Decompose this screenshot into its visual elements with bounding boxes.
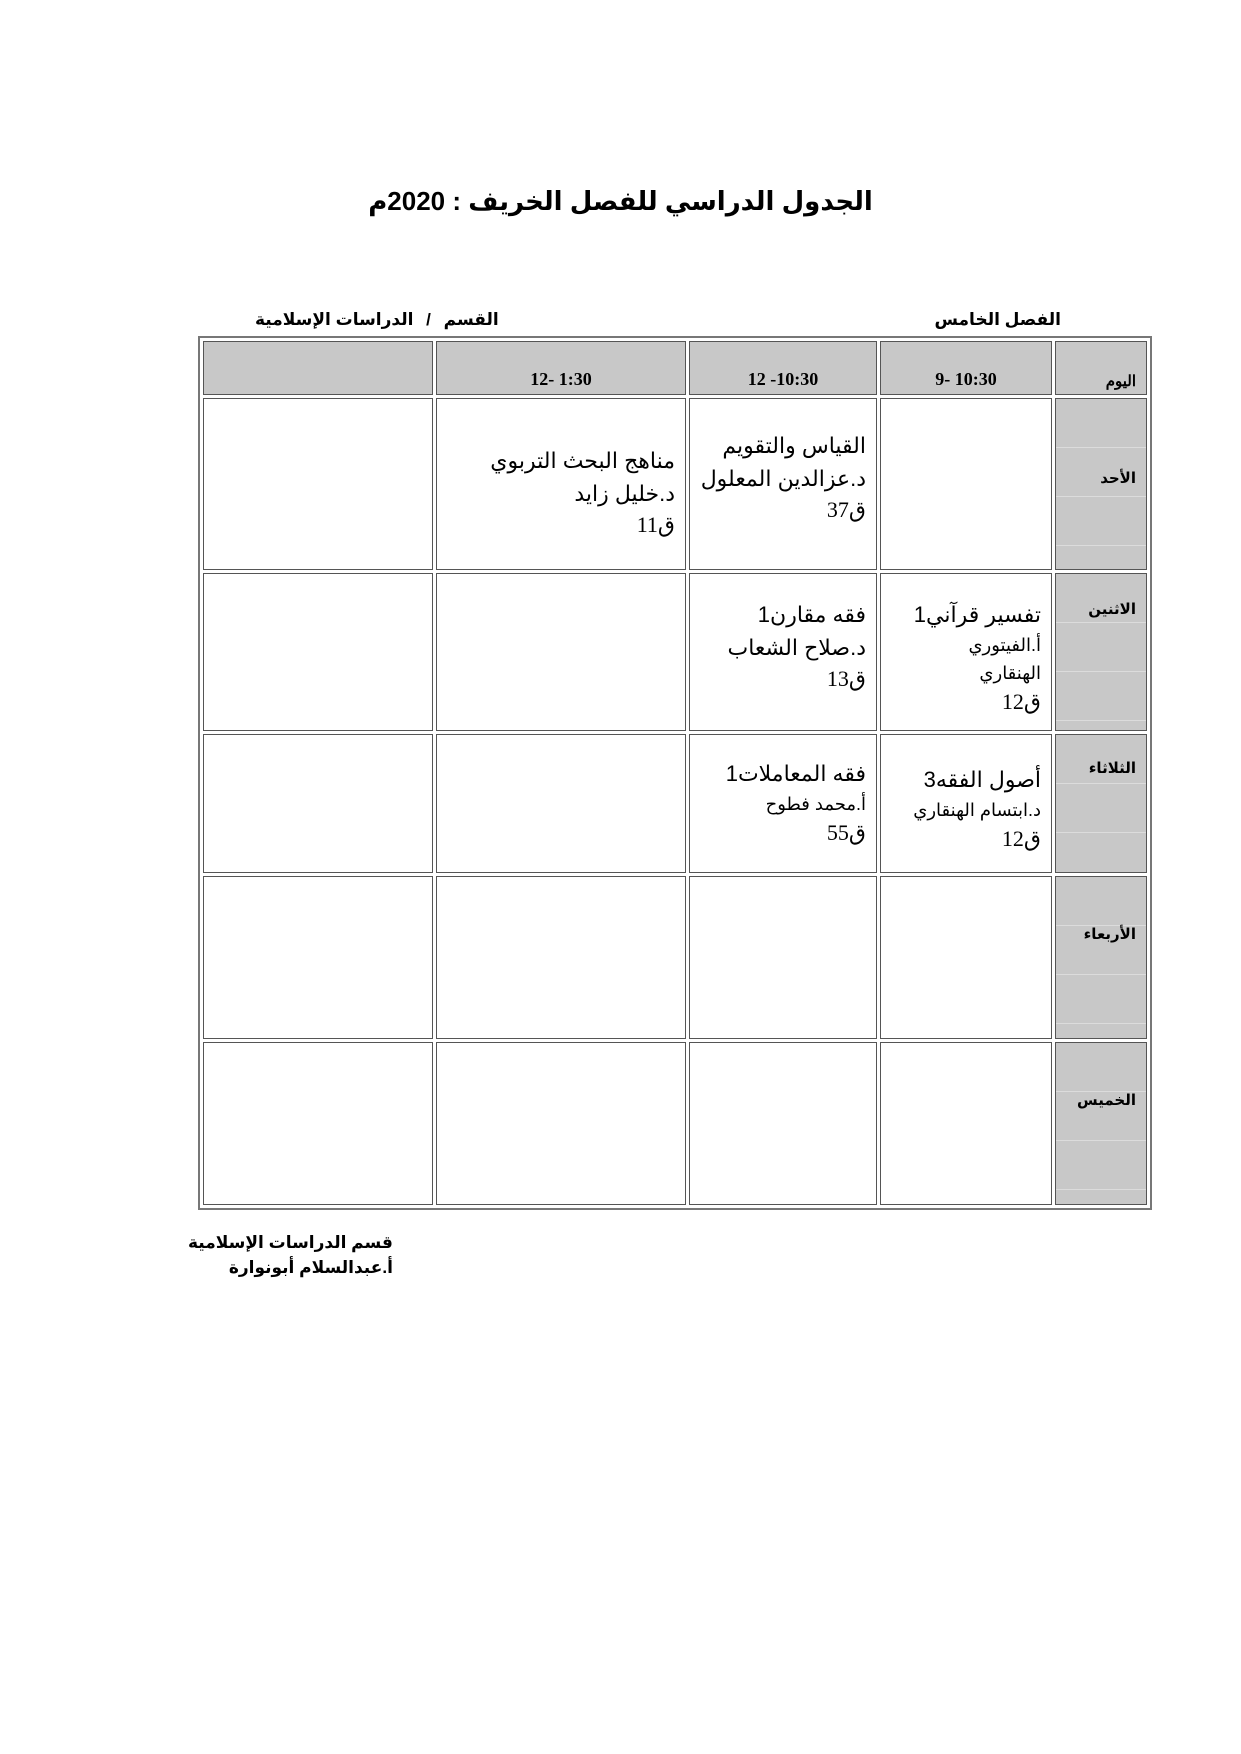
day-sunday: الأحد xyxy=(1055,398,1147,570)
course-name: تفسير قرآني1 xyxy=(913,601,1041,627)
header-time-slot-1: 9- 10:30 xyxy=(880,341,1052,395)
room-number: ق37 xyxy=(826,497,866,522)
schedule-cell xyxy=(436,398,686,570)
schedule-cell-empty xyxy=(436,876,686,1039)
teacher-name: د.ابتسام الهنقاري xyxy=(913,799,1041,820)
header-time-slot-2: 12 -10:30 xyxy=(689,341,877,395)
room-number: ق13 xyxy=(826,665,866,691)
schedule-cell-empty xyxy=(203,734,433,873)
room-number: ق12 xyxy=(1001,688,1041,714)
table-row xyxy=(203,876,1147,1039)
table-row xyxy=(203,398,1147,570)
header-day: اليوم xyxy=(1055,341,1147,395)
schedule-cell-empty xyxy=(436,734,686,873)
course-name: مناهج البحث التربوي xyxy=(490,448,675,473)
table-row xyxy=(203,1042,1147,1205)
day-wednesday: الأربعاء xyxy=(1055,876,1147,1039)
room-number: ق11 xyxy=(636,512,675,537)
day-thursday: الخميس xyxy=(1055,1042,1147,1205)
course-name: فقه المعاملات1 xyxy=(725,760,866,786)
table-row xyxy=(203,573,1147,731)
header-time-slot-4 xyxy=(203,341,433,395)
course-name: القياس والتقويم xyxy=(722,433,866,458)
teacher-name: د.عزالدين المعلول xyxy=(700,466,866,491)
schedule-cell-empty xyxy=(203,876,433,1039)
course-name: أصول الفقه3 xyxy=(923,766,1041,792)
schedule-cell-empty xyxy=(689,1042,877,1205)
schedule-cell-empty xyxy=(880,398,1052,570)
schedule-cell xyxy=(689,573,877,731)
day-monday: الاثنين xyxy=(1055,573,1147,731)
course-name: فقه مقارن1 xyxy=(757,601,866,627)
header-time-slot-3: 12- 1:30 xyxy=(436,341,686,395)
schedule-cell xyxy=(880,734,1052,873)
signature-block xyxy=(188,1230,393,1280)
schedule-cell-empty xyxy=(880,1042,1052,1205)
footer-signatory: أ.عبدالسلام أبونوارة xyxy=(228,1258,393,1277)
schedule-cell xyxy=(689,734,877,873)
schedule-cell-empty xyxy=(689,876,877,1039)
schedule-cell xyxy=(880,573,1052,731)
day-tuesday: الثلاثاء xyxy=(1055,734,1147,873)
room-number: ق12 xyxy=(1001,825,1041,851)
footer-department: قسم الدراسات الإسلامية xyxy=(188,1233,393,1252)
teacher-name: أ.الفيتوري الهنقاري xyxy=(968,634,1041,683)
department-value: الدراسات الإسلامية xyxy=(255,310,414,329)
schedule-cell-empty xyxy=(436,1042,686,1205)
teacher-name: أ.محمد فطوح xyxy=(765,793,866,814)
teacher-name: د.صلاح الشعاب xyxy=(727,634,866,660)
department-separator: / xyxy=(426,310,431,329)
schedule-cell-empty xyxy=(203,398,433,570)
room-number: ق55 xyxy=(826,819,866,845)
schedule-cell-empty xyxy=(880,876,1052,1039)
schedule-cell-empty xyxy=(203,1042,433,1205)
schedule-cell-empty xyxy=(203,573,433,731)
teacher-name: د.خليل زايد xyxy=(574,481,675,506)
schedule-table xyxy=(198,336,1152,1210)
semester-label: الفصل الخامس xyxy=(934,310,1061,329)
schedule-cell xyxy=(689,398,877,570)
department-label xyxy=(255,310,499,330)
page-title: الجدول الدراسي للفصل الخريف : 2020م xyxy=(368,186,873,216)
department-label-key: القسم xyxy=(443,310,499,329)
table-row xyxy=(203,734,1147,873)
table-header-row xyxy=(203,341,1147,395)
schedule-cell-empty xyxy=(436,573,686,731)
